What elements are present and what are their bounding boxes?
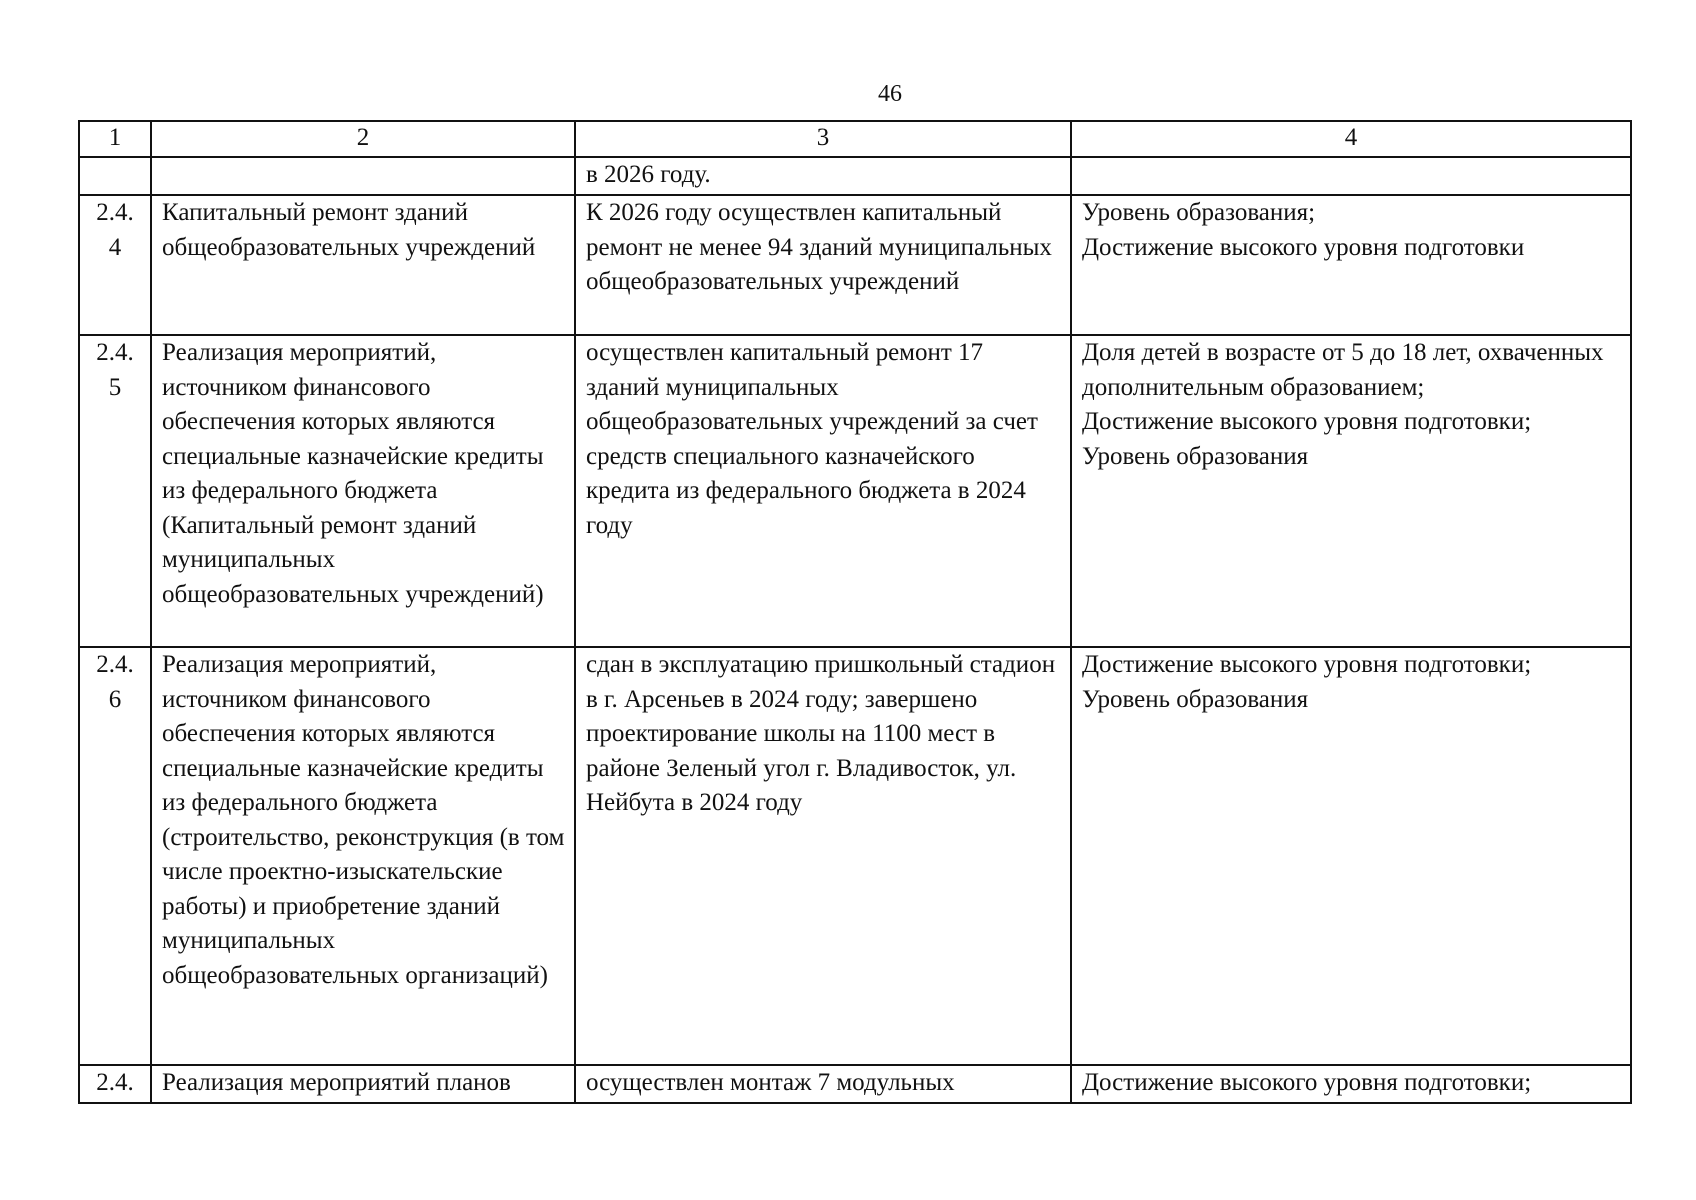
indicator-line: Достижение высокого уровня подготовки;: [1082, 408, 1532, 435]
indicator-line: Уровень образования;: [1082, 199, 1316, 226]
row-number-part: 6: [108, 685, 122, 713]
header-cell-1: 1: [79, 121, 151, 157]
row-number-part: 2.4.: [96, 1069, 134, 1096]
table-header-row: [79, 121, 1631, 157]
row-number-part: 4: [108, 233, 122, 261]
table-row: [79, 647, 1631, 1065]
continuation-name-cell: [151, 157, 575, 195]
measure-name-cell: Капитальный ремонт зданий общеобразовательных учреждений: [151, 195, 575, 335]
measure-result-cell: осуществлен капитальный ремонт 17 зданий муниципальных общеобразовательных учреждений за счет средств специального казначейского кредита из федерального бюджета в 2024 году: [575, 335, 1071, 647]
continuation-result-cell: в 2026 году.: [575, 157, 1071, 195]
indicator-cell: [1071, 1065, 1631, 1103]
measure-result-cell: сдан в эксплуатацию пришкольный стадион в г. Арсеньев в 2024 году; завершено проектирование школы на 1100 мест в районе Зеленый угол г. Владивосток, ул. Нейбута в 2024 году: [575, 647, 1071, 1065]
row-number-cell: [79, 1065, 151, 1103]
page-number: 46: [878, 81, 902, 107]
measure-result-cell: К 2026 году осуществлен капитальный ремонт не менее 94 зданий муниципальных общеобразовательных учреждений: [575, 195, 1071, 335]
measures-table: [78, 120, 1632, 1104]
row-number-part: 2.4.: [96, 339, 134, 366]
indicator-line: Достижение высокого уровня подготовки;: [1082, 1069, 1532, 1096]
indicator-line: Уровень образования: [1082, 442, 1309, 470]
continuation-indicator-cell: [1071, 157, 1631, 195]
indicator-cell: [1071, 195, 1631, 335]
header-cell-3: 3: [575, 121, 1071, 157]
continuation-row: [79, 157, 1631, 195]
measure-result-cell: осуществлен монтаж 7 модульных: [575, 1065, 1071, 1103]
measure-name-cell: Реализация мероприятий планов: [151, 1065, 575, 1103]
measure-name-cell: Реализация мероприятий, источником финансового обеспечения которых являются специальные казначейские кредиты из федерального бюджета (Капитальный ремонт зданий муниципальных общеобразовательных учреждений): [151, 335, 575, 647]
continuation-num-cell: [79, 157, 151, 195]
row-number-cell: [79, 335, 151, 647]
table-row: [79, 1065, 1631, 1103]
indicator-line: Доля детей в возрасте от 5 до 18 лет, охваченных дополнительным образованием;: [1082, 339, 1604, 401]
table-row: [79, 195, 1631, 335]
row-number-cell: [79, 647, 151, 1065]
indicator-line: Достижение высокого уровня подготовки;: [1082, 651, 1532, 678]
header-cell-4: 4: [1071, 121, 1631, 157]
row-number-part: 2.4.: [96, 651, 134, 678]
indicator-cell: [1071, 647, 1631, 1065]
indicator-line: Уровень образования: [1082, 685, 1309, 713]
table-row: [79, 335, 1631, 647]
indicator-line: Достижение высокого уровня подготовки: [1082, 233, 1525, 261]
header-cell-2: 2: [151, 121, 575, 157]
row-number-part: 2.4.: [96, 199, 134, 226]
measure-name-cell: Реализация мероприятий, источником финансового обеспечения которых являются специальные казначейские кредиты из федерального бюджета (строительство, реконструкция (в том числе проектно-изыскательские работы) и приобретение зданий муниципальных общеобразовательных организаций): [151, 647, 575, 1065]
indicator-cell: [1071, 335, 1631, 647]
row-number-cell: [79, 195, 151, 335]
row-number-part: 5: [108, 373, 122, 401]
